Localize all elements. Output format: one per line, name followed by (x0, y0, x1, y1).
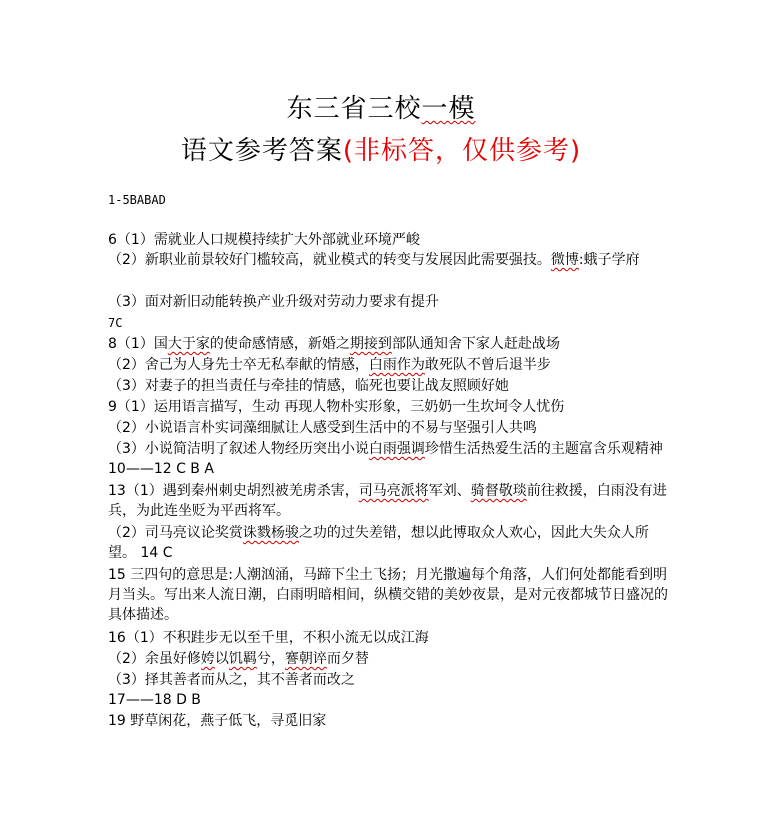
spellcheck-mark: 诛戮杨骏 (242, 525, 299, 541)
spellcheck-mark: 司马亮派将 (358, 483, 429, 499)
spellcheck-mark: 期接到 (349, 336, 392, 352)
spellcheck-mark: 白雨作为 (368, 357, 425, 373)
spellcheck-mark: 一模 (421, 94, 476, 124)
answer-text: 部队通知舍下家人赶赴战场 (391, 336, 560, 352)
answer-line (108, 649, 369, 669)
answer-line (108, 439, 668, 479)
answer-text: 8（1）国 (108, 336, 168, 352)
answer-text: 13（1）遇到秦州刺史胡烈被羌虏杀害， (108, 483, 359, 499)
answer-text: （2）新职业前景较好门槛较高，就业模式的转变与发展因此需要强技。 (108, 252, 551, 268)
answer-line: 16（1）不积跬步无以至千里，不积小流无以成江海 (108, 630, 429, 646)
answer-line: 17——18 D B (108, 692, 201, 708)
answer-text: :蛾子学府 (578, 252, 640, 268)
spellcheck-mark: 白雨强调 (368, 441, 425, 457)
spellcheck-mark: 骑督敬琰 (470, 483, 527, 499)
answer-line (108, 334, 560, 354)
answer-text: 之功的过失差错，想以此博取众人欢心，因此大失众人所望。 14 C (108, 525, 649, 561)
answer-line (108, 523, 668, 563)
answer-text: 的使命感情感，新婚之 (209, 336, 350, 352)
answer-text: 敢死队不曾后退半步 (424, 357, 551, 373)
answer-line: 6（1）需就业人口规模持续扩大外部就业环境严峻 (108, 232, 420, 248)
answer-text: （3）小说简洁明了叙述人物经历突出小说 (108, 441, 369, 457)
answer-line: 7C (108, 316, 123, 330)
answer-line: （3）择其善者而从之，其不善者而改之 (108, 672, 355, 688)
spellcheck-mark: 大于家 (167, 336, 210, 352)
answer-text: （2）余虽好修 (108, 651, 201, 667)
answer-line: （3）对妻子的担当责任与牵挂的情感，临死也要让战友照顾好她 (108, 378, 509, 394)
document-subtitle (0, 130, 762, 167)
answer-text: 珍惜生活热爱生活的主题富含乐观精神 10——12 C B A (108, 441, 663, 477)
answer-line (108, 481, 668, 521)
answer-line: （3）面对新旧动能转换产业升级对劳动力要求有提升 (108, 294, 439, 310)
spellcheck-mark: 微博 (550, 252, 579, 268)
subtitle-text: 语文参考答案 (180, 136, 343, 166)
answer-line: 9（1）运用语言描写，生动 再现人物朴实形象，三奶奶一生坎坷令人忧伤 (108, 399, 565, 415)
answer-text: 兮， (256, 651, 285, 667)
answer-text: 而夕替 (326, 651, 369, 667)
answer-line: 1-5BABAD (108, 193, 166, 207)
answer-line: 19 野草闲花，燕子低飞，寻觅旧家 (108, 713, 327, 729)
spellcheck-mark: 謇朝谇 (284, 651, 327, 667)
answer-text: 前往救援，白雨没有进兵，为此连坐贬为平西将军。 (108, 483, 667, 519)
subtitle-note: (非标答，仅供参考) (342, 136, 582, 166)
answer-line: 15 三四句的意思是:人潮汹涌，马蹄下尘土飞扬；月光撒遍每个角落，人们何处都能看到明月当头。写出来人流日潮，白雨明暗相间，纵横交错的美妙夜景，是对元夜都城节日盛况的具体描述。 (108, 567, 668, 623)
answer-text: 以 (214, 651, 229, 667)
answer-text: （2）司马亮议论奖赏 (108, 525, 243, 541)
answer-line (108, 250, 668, 270)
spellcheck-mark: 姱 (200, 651, 215, 667)
spellcheck-mark: 饥羁 (228, 651, 257, 667)
answer-text: 军刘、 (428, 483, 471, 499)
title-text: 东三省三校 (286, 94, 422, 124)
answer-line: （2）小说语言朴实词藻细腻让人感受到生活中的不易与坚强引人共鸣 (108, 420, 537, 436)
answer-text: （2）舍己为人身先士卒无私奉献的情感， (108, 357, 369, 373)
document-title (0, 88, 762, 125)
answer-line (108, 355, 551, 375)
